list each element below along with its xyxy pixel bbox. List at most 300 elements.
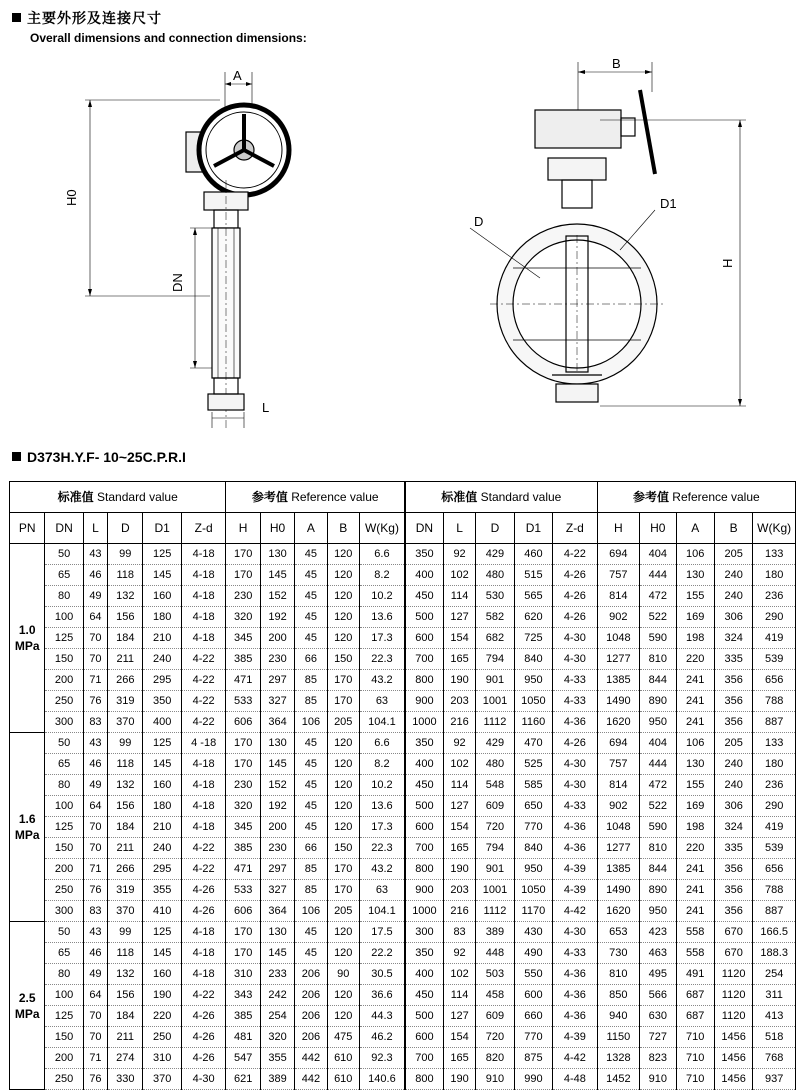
table-cell: 319 (108, 880, 143, 901)
label-b: B (612, 56, 621, 71)
table-cell: 910 (640, 1069, 676, 1090)
table-cell: 190 (143, 985, 181, 1006)
table-cell: 160 (143, 964, 181, 985)
table-cell: 345 (226, 817, 260, 838)
table-cell: 902 (597, 607, 639, 628)
table-cell: 364 (260, 901, 294, 922)
table-cell: 297 (260, 670, 294, 691)
table-cell: 49 (83, 964, 107, 985)
table-cell: 1160 (514, 712, 552, 733)
table-cell: 85 (295, 691, 327, 712)
table-cell: 370 (108, 712, 143, 733)
table-cell: 350 (405, 733, 443, 754)
table-cell: 4-18 (181, 586, 226, 607)
table-cell: 4-26 (181, 1006, 226, 1027)
table-cell: 198 (676, 817, 714, 838)
table-cell: 297 (260, 859, 294, 880)
table-cell: 710 (676, 1069, 714, 1090)
table-cell: 206 (295, 985, 327, 1006)
table-cell: 670 (714, 922, 752, 943)
table-cell: 533 (226, 880, 260, 901)
table-cell: 533 (226, 691, 260, 712)
table-cell: 230 (260, 649, 294, 670)
table-cell: 442 (295, 1048, 327, 1069)
table-cell: 356 (714, 691, 752, 712)
table-cell: 211 (108, 649, 143, 670)
table-cell: 4-22 (553, 544, 598, 565)
table-cell: 118 (108, 754, 143, 775)
table-cell: 768 (753, 1048, 796, 1069)
table-cell: 814 (597, 586, 639, 607)
table-cell: 65 (45, 943, 83, 964)
table-cell: 1385 (597, 670, 639, 691)
column-header: A (676, 513, 714, 544)
table-cell: 192 (260, 607, 294, 628)
table-cell: 356 (714, 670, 752, 691)
table-cell: 727 (640, 1027, 676, 1048)
table-cell: 150 (327, 838, 359, 859)
table-cell: 120 (327, 586, 359, 607)
table-cell: 49 (83, 586, 107, 607)
table-cell: 17.3 (359, 817, 405, 838)
table-row (10, 922, 796, 943)
table-cell: 120 (327, 922, 359, 943)
table-cell: 4-18 (181, 754, 226, 775)
table-row (10, 964, 796, 985)
table-cell: 206 (295, 1006, 327, 1027)
table-cell: 448 (476, 943, 514, 964)
table-cell: 890 (640, 691, 676, 712)
table-cell: 45 (295, 565, 327, 586)
table-cell: 290 (753, 796, 796, 817)
table-row (10, 901, 796, 922)
table-cell: 370 (108, 901, 143, 922)
table-cell: 319 (108, 691, 143, 712)
table-cell: 475 (327, 1027, 359, 1048)
column-header: A (295, 513, 327, 544)
table-cell: 170 (226, 565, 260, 586)
table-cell: 30.5 (359, 964, 405, 985)
table-cell: 45 (295, 775, 327, 796)
table-cell: 4-18 (181, 943, 226, 964)
table-cell: 757 (597, 754, 639, 775)
table-cell: 114 (443, 985, 475, 1006)
table-cell: 99 (108, 922, 143, 943)
table-cell: 4-22 (181, 859, 226, 880)
title-en: Overall dimensions and connection dimensions: (30, 31, 307, 45)
table-cell: 125 (143, 544, 181, 565)
column-header: W(Kg) (359, 513, 405, 544)
table-cell: 471 (226, 670, 260, 691)
table-row (10, 880, 796, 901)
column-header: H0 (260, 513, 294, 544)
table-cell: 4-26 (553, 607, 598, 628)
table-cell: 211 (108, 1027, 143, 1048)
table-cell: 539 (753, 649, 796, 670)
table-cell: 1048 (597, 628, 639, 649)
table-cell: 120 (327, 628, 359, 649)
table-cell: 22.3 (359, 838, 405, 859)
table-cell: 156 (108, 796, 143, 817)
table-cell: 875 (514, 1048, 552, 1069)
table-cell: 241 (676, 901, 714, 922)
table-cell: 844 (640, 670, 676, 691)
table-cell: 356 (714, 901, 752, 922)
table-cell: 522 (640, 607, 676, 628)
table-cell: 610 (327, 1069, 359, 1090)
table-cell: 990 (514, 1069, 552, 1090)
table-cell: 132 (108, 775, 143, 796)
table-cell: 230 (226, 775, 260, 796)
table-cell: 200 (260, 628, 294, 649)
table-cell: 127 (443, 796, 475, 817)
table-cell: 169 (676, 796, 714, 817)
label-dn: DN (170, 273, 185, 292)
table-cell: 102 (443, 964, 475, 985)
table-cell: 1328 (597, 1048, 639, 1069)
table-cell: 43 (83, 733, 107, 754)
table-cell: 192 (260, 796, 294, 817)
table-cell: 385 (226, 1006, 260, 1027)
table-cell: 910 (476, 1069, 514, 1090)
table-cell: 120 (327, 943, 359, 964)
table-row (10, 796, 796, 817)
table-cell: 102 (443, 754, 475, 775)
table-cell: 4-30 (553, 628, 598, 649)
table-cell: 901 (476, 859, 514, 880)
table-cell: 63 (359, 691, 405, 712)
table-cell: 156 (108, 985, 143, 1006)
table-cell: 154 (443, 1027, 475, 1048)
table-cell: 650 (514, 796, 552, 817)
table-cell: 125 (45, 817, 83, 838)
table-cell: 630 (640, 1006, 676, 1027)
table-cell: 656 (753, 859, 796, 880)
table-cell: 43 (83, 544, 107, 565)
table-cell: 4-36 (553, 712, 598, 733)
table-cell: 463 (640, 943, 676, 964)
table-cell: 36.6 (359, 985, 405, 1006)
table-cell: 700 (405, 1048, 443, 1069)
table-cell: 1001 (476, 691, 514, 712)
table-cell: 4 -18 (181, 733, 226, 754)
table-cell: 230 (226, 586, 260, 607)
pn-cell: 1.6 MPa (10, 733, 45, 922)
table-cell: 4-30 (181, 1069, 226, 1090)
table-cell: 63 (359, 880, 405, 901)
label-d: D (474, 214, 484, 229)
table-cell: 810 (640, 649, 676, 670)
table-cell: 150 (45, 838, 83, 859)
table-cell: 45 (295, 607, 327, 628)
table-cell: 49 (83, 775, 107, 796)
table-cell: 104.1 (359, 712, 405, 733)
table-cell: 370 (143, 1069, 181, 1090)
table-cell: 152 (260, 586, 294, 607)
table-cell: 413 (753, 1006, 796, 1027)
table-cell: 65 (45, 754, 83, 775)
table-cell: 170 (226, 544, 260, 565)
table-cell: 585 (514, 775, 552, 796)
table-cell: 4-18 (181, 628, 226, 649)
table-cell: 45 (295, 733, 327, 754)
table-cell: 210 (143, 628, 181, 649)
table-cell: 100 (45, 985, 83, 1006)
table-cell: 606 (226, 712, 260, 733)
table-cell: 539 (753, 838, 796, 859)
table-cell: 1385 (597, 859, 639, 880)
table-cell: 127 (443, 1006, 475, 1027)
table-cell: 460 (514, 544, 552, 565)
table-cell: 1048 (597, 817, 639, 838)
bullet-square-icon (12, 452, 21, 461)
table-cell: 203 (443, 691, 475, 712)
table-cell: 687 (676, 985, 714, 1006)
column-header: D1 (143, 513, 181, 544)
table-cell: 85 (295, 880, 327, 901)
table-cell: 170 (226, 754, 260, 775)
table-cell: 306 (714, 796, 752, 817)
table-cell: 720 (476, 817, 514, 838)
table-cell: 350 (405, 544, 443, 565)
table-cell: 71 (83, 859, 107, 880)
table-cell: 132 (108, 586, 143, 607)
table-cell: 794 (476, 838, 514, 859)
table-cell: 92 (443, 943, 475, 964)
table-cell: 1490 (597, 880, 639, 901)
table-cell: 83 (83, 712, 107, 733)
table-cell: 266 (108, 859, 143, 880)
table-cell: 241 (676, 670, 714, 691)
table-cell: 66 (295, 838, 327, 859)
table-cell: 320 (226, 607, 260, 628)
table-row (10, 775, 796, 796)
table-cell: 481 (226, 1027, 260, 1048)
table-cell: 180 (143, 607, 181, 628)
table-cell: 694 (597, 733, 639, 754)
table-cell: 4-48 (553, 1069, 598, 1090)
table-cell: 788 (753, 691, 796, 712)
table-cell: 120 (327, 775, 359, 796)
table-cell: 844 (640, 859, 676, 880)
table-cell: 320 (260, 1027, 294, 1048)
table-cell: 757 (597, 565, 639, 586)
table-cell: 471 (226, 859, 260, 880)
table-cell: 550 (514, 964, 552, 985)
table-cell: 389 (476, 922, 514, 943)
table-cell: 200 (45, 859, 83, 880)
table-cell: 85 (295, 859, 327, 880)
table-cell: 254 (260, 1006, 294, 1027)
table-cell: 85 (295, 670, 327, 691)
model-title: D373H.Y.F- 10~25C.P.R.I (27, 449, 186, 465)
table-cell: 120 (327, 607, 359, 628)
table-cell: 46 (83, 565, 107, 586)
table-cell: 50 (45, 544, 83, 565)
table-cell: 188.3 (753, 943, 796, 964)
table-cell: 310 (143, 1048, 181, 1069)
table-cell: 345 (226, 628, 260, 649)
table-cell: 274 (108, 1048, 143, 1069)
table-cell: 45 (295, 796, 327, 817)
table-cell: 120 (327, 565, 359, 586)
column-header: H (226, 513, 260, 544)
table-cell: 120 (327, 544, 359, 565)
table-cell: 165 (443, 649, 475, 670)
table-cell: 356 (714, 859, 752, 880)
table-cell: 385 (226, 838, 260, 859)
pn-cell: 1.0 MPa (10, 544, 45, 733)
table-cell: 670 (714, 943, 752, 964)
table-cell: 1456 (714, 1027, 752, 1048)
table-cell: 687 (676, 1006, 714, 1027)
table-cell: 820 (476, 1048, 514, 1069)
title-cn: 主要外形及连接尺寸 (27, 10, 162, 26)
table-cell: 500 (405, 1006, 443, 1027)
table-cell: 205 (327, 901, 359, 922)
table-cell: 99 (108, 733, 143, 754)
table-cell: 300 (405, 922, 443, 943)
table-cell: 125 (45, 628, 83, 649)
table-cell: 80 (45, 775, 83, 796)
table-cell: 150 (327, 649, 359, 670)
table-row (10, 649, 796, 670)
table-cell: 150 (45, 1027, 83, 1048)
column-header: Z-d (553, 513, 598, 544)
table-cell: 4-18 (181, 607, 226, 628)
table-cell: 840 (514, 838, 552, 859)
table-cell: 120 (327, 985, 359, 1006)
label-h: H (720, 258, 735, 268)
table-cell: 155 (676, 775, 714, 796)
table-cell: 609 (476, 796, 514, 817)
table-cell: 125 (143, 733, 181, 754)
table-cell: 600 (405, 628, 443, 649)
table-cell: 850 (597, 985, 639, 1006)
table-cell: 311 (753, 985, 796, 1006)
table-cell: 205 (327, 712, 359, 733)
table-cell: 241 (676, 691, 714, 712)
table-cell: 1120 (714, 1006, 752, 1027)
table-cell: 254 (753, 964, 796, 985)
table-cell: 6.6 (359, 544, 405, 565)
table-row (10, 859, 796, 880)
table-cell: 150 (45, 649, 83, 670)
table-cell: 1050 (514, 691, 552, 712)
table-cell: 240 (714, 754, 752, 775)
table-cell: 145 (143, 943, 181, 964)
table-cell: 400 (405, 565, 443, 586)
table-cell: 4-26 (181, 880, 226, 901)
table-cell: 66 (295, 649, 327, 670)
table-cell: 154 (443, 817, 475, 838)
table-row (10, 712, 796, 733)
table-cell: 4-18 (181, 565, 226, 586)
table-cell: 4-36 (553, 985, 598, 1006)
table-cell: 184 (108, 628, 143, 649)
table-cell: 145 (260, 565, 294, 586)
table-cell: 4-18 (181, 544, 226, 565)
table-cell: 1620 (597, 901, 639, 922)
table-cell: 1620 (597, 712, 639, 733)
table-cell: 120 (327, 1006, 359, 1027)
table-cell: 90 (327, 964, 359, 985)
column-header: H (597, 513, 639, 544)
table-row (10, 670, 796, 691)
table-cell: 600 (405, 1027, 443, 1048)
table-cell: 211 (108, 838, 143, 859)
table-cell: 324 (714, 817, 752, 838)
table-cell: 241 (676, 880, 714, 901)
table-cell: 419 (753, 817, 796, 838)
table-cell: 901 (476, 670, 514, 691)
table-cell: 4-26 (553, 565, 598, 586)
table-cell: 950 (514, 859, 552, 880)
table-cell: 330 (108, 1069, 143, 1090)
table-row (10, 586, 796, 607)
table-cell: 64 (83, 985, 107, 1006)
table-cell: 233 (260, 964, 294, 985)
table-cell: 92.3 (359, 1048, 405, 1069)
table-cell: 4-22 (181, 649, 226, 670)
table-cell: 710 (676, 1048, 714, 1069)
table-cell: 45 (295, 628, 327, 649)
table-cell: 106 (676, 544, 714, 565)
table-cell: 200 (45, 1048, 83, 1069)
table-cell: 133 (753, 544, 796, 565)
table-cell: 4-39 (553, 1027, 598, 1048)
table-cell: 4-18 (181, 775, 226, 796)
table-cell: 400 (405, 964, 443, 985)
table-cell: 160 (143, 586, 181, 607)
table-row (10, 628, 796, 649)
table-cell: 76 (83, 1069, 107, 1090)
table-cell: 525 (514, 754, 552, 775)
table-cell: 429 (476, 544, 514, 565)
table-row (10, 985, 796, 1006)
table-cell: 240 (714, 775, 752, 796)
table-cell: 343 (226, 985, 260, 1006)
table-cell: 190 (443, 670, 475, 691)
table-cell: 582 (476, 607, 514, 628)
table-cell: 8.2 (359, 754, 405, 775)
table-cell: 565 (514, 586, 552, 607)
table-cell: 133 (753, 733, 796, 754)
table-cell: 120 (327, 796, 359, 817)
table-cell: 1456 (714, 1069, 752, 1090)
table-cell: 216 (443, 901, 475, 922)
table-cell: 70 (83, 628, 107, 649)
table-cell: 70 (83, 649, 107, 670)
table-cell: 937 (753, 1069, 796, 1090)
table-cell: 548 (476, 775, 514, 796)
table-cell: 4-33 (553, 943, 598, 964)
table-cell: 205 (714, 544, 752, 565)
table-cell: 17.5 (359, 922, 405, 943)
spec-table (9, 481, 796, 1090)
table-cell: 300 (45, 712, 83, 733)
table-cell: 450 (405, 985, 443, 1006)
table-cell: 206 (295, 1027, 327, 1048)
table-cell: 180 (143, 796, 181, 817)
table-cell: 902 (597, 796, 639, 817)
table-cell: 8.2 (359, 565, 405, 586)
table-cell: 389 (260, 1069, 294, 1090)
table-cell: 200 (45, 670, 83, 691)
column-header: D (476, 513, 514, 544)
table-cell: 890 (640, 880, 676, 901)
table-cell: 700 (405, 649, 443, 670)
